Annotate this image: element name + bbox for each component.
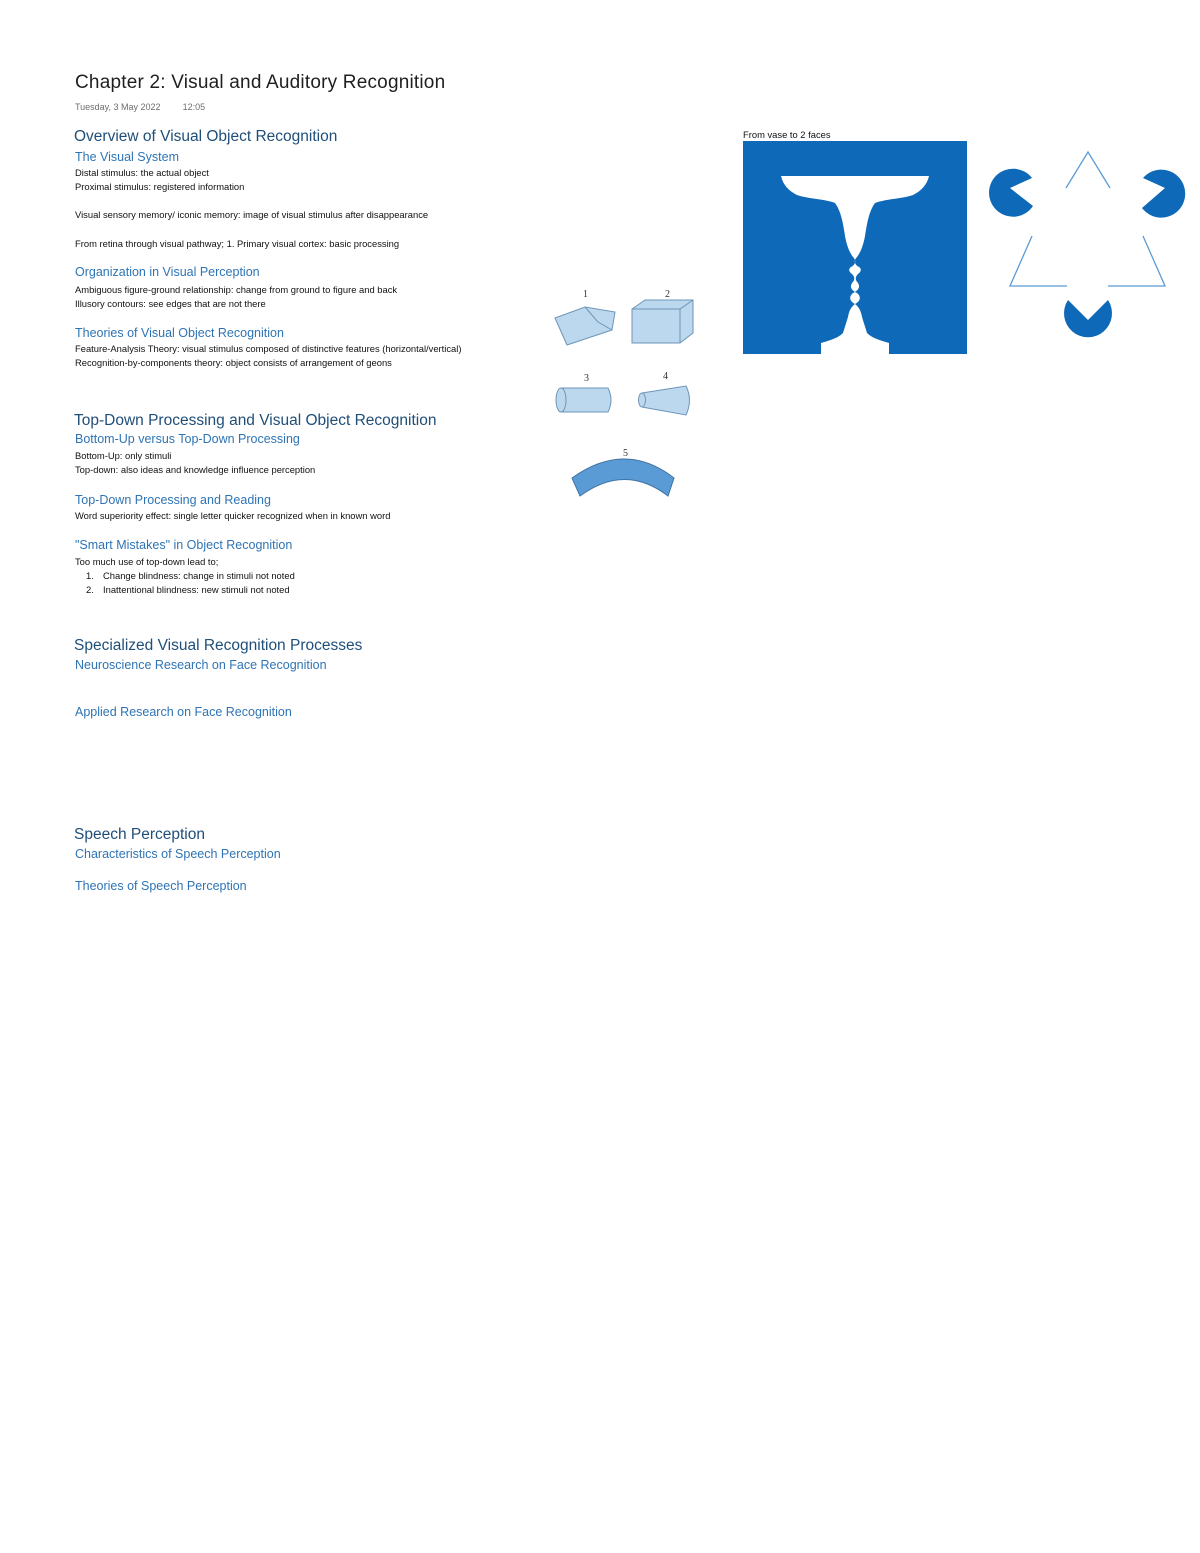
heading-theories: Theories of Visual Object Recognition: [75, 326, 284, 340]
pacman-top-left: [989, 169, 1033, 217]
pacman-bottom: [1064, 300, 1112, 337]
page-time: 12:05: [182, 102, 206, 112]
heading-visual-system: The Visual System: [75, 150, 179, 164]
geons-figure: [550, 285, 700, 505]
geon-label: 2: [665, 289, 670, 300]
heading-topdown: Top-Down Processing and Visual Object Recognition: [74, 412, 437, 429]
illusory-triangle-top: [1066, 152, 1110, 188]
page-date: Tuesday, 3 May 2022: [75, 102, 161, 112]
geon-label: 4: [663, 371, 668, 382]
heading-speech: Speech Perception: [74, 826, 205, 843]
note-line: Feature-Analysis Theory: visual stimulus composed of distinctive features (horizontal/vertical): [75, 343, 462, 354]
illusory-triangle-left: [1010, 236, 1067, 286]
geon-arch: [572, 459, 674, 496]
heading-overview: Overview of Visual Object Recognition: [74, 128, 338, 145]
geon-label: 3: [584, 373, 589, 384]
note-line: Top-down: also ideas and knowledge influence perception: [75, 464, 316, 475]
heading-specialized: Specialized Visual Recognition Processes: [74, 637, 363, 654]
list-item: [86, 583, 290, 597]
heading-speech-characteristics: Characteristics of Speech Perception: [75, 847, 281, 861]
heading-smart-mistakes: "Smart Mistakes" in Object Recognition: [75, 538, 293, 552]
list-text: Change blindness: change in stimuli not noted: [103, 570, 295, 581]
page-title: Chapter 2: Visual and Auditory Recognition: [75, 72, 446, 93]
vase-caption: From vase to 2 faces: [743, 129, 831, 140]
kanizsa-triangle-figure: [985, 150, 1190, 346]
geon-label: 1: [583, 289, 588, 300]
list-item: [86, 569, 295, 583]
note-line: Word superiority effect: single letter quicker recognized when in known word: [75, 510, 391, 521]
note-line: From retina through visual pathway; 1. Primary visual cortex: basic processing: [75, 238, 400, 249]
list-text: Inattentional blindness: new stimuli not noted: [103, 584, 290, 595]
list-number: 2.: [86, 584, 94, 595]
list-number: 1.: [86, 570, 94, 581]
note-line: Distal stimulus: the actual object: [75, 167, 209, 178]
heading-bottom-up: Bottom-Up versus Top-Down Processing: [75, 432, 300, 446]
geon-label: 5: [623, 448, 628, 459]
page-timestamp: [75, 102, 205, 112]
heading-organization: Organization in Visual Perception: [75, 265, 260, 279]
heading-speech-theories: Theories of Speech Perception: [75, 879, 247, 893]
note-line: Illusory contours: see edges that are not there: [75, 298, 266, 309]
note-line: Bottom-Up: only stimuli: [75, 450, 172, 461]
geon-cone: [640, 386, 690, 415]
illusory-triangle-right: [1108, 236, 1165, 286]
pacman-top-right: [1142, 170, 1185, 218]
note-line: Recognition-by-components theory: object consists of arrangement of geons: [75, 357, 392, 368]
heading-neuroscience: Neuroscience Research on Face Recognition: [75, 658, 327, 672]
note-line: Too much use of top-down lead to;: [75, 556, 219, 567]
heading-reading: Top-Down Processing and Reading: [75, 493, 271, 507]
rubin-vase-figure: [743, 141, 967, 354]
note-line: Visual sensory memory/ iconic memory: image of visual stimulus after disappearance: [75, 209, 429, 220]
note-line: Proximal stimulus: registered information: [75, 181, 245, 192]
heading-applied: Applied Research on Face Recognition: [75, 705, 292, 719]
note-line: Ambiguous figure-ground relationship: change from ground to figure and back: [75, 284, 398, 295]
